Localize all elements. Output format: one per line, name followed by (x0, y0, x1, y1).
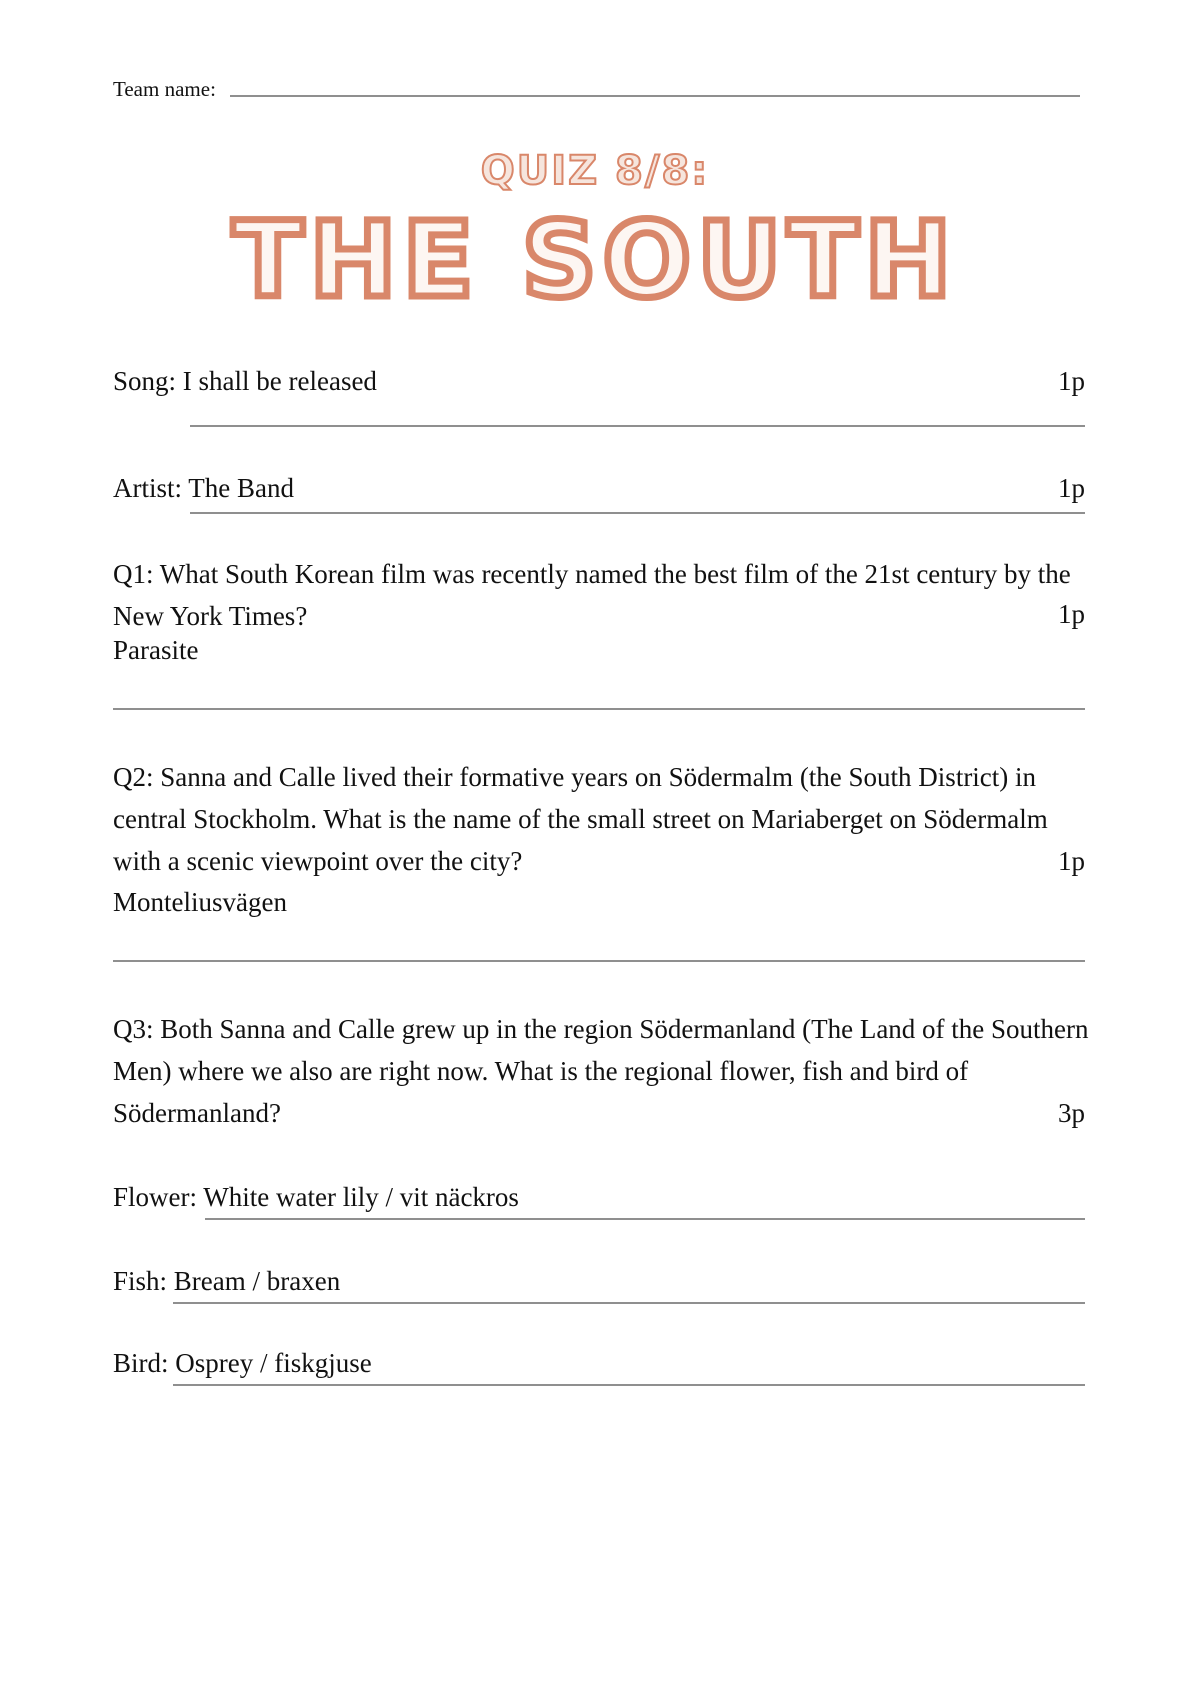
question-text-line: Q3: Both Sanna and Calle grew up in the region Södermanland (The Land of the Southern (113, 1014, 1089, 1044)
question-text-line: Men) where we also are right now. What is the regional flower, fish and bird of (113, 1056, 969, 1086)
song-answer: I shall be released (182, 366, 377, 396)
fish-label: Fish: (113, 1266, 168, 1296)
bird-answer: Osprey / fiskgjuse (175, 1348, 372, 1378)
song-label: Song: (113, 366, 177, 396)
team-name-label: Team name: (113, 77, 216, 101)
artist-answer-line[interactable] (190, 512, 1085, 514)
question-id: Q2: (113, 762, 154, 792)
question-1-answer-line[interactable] (113, 708, 1085, 710)
artist-row (113, 470, 294, 506)
bird-label: Bird: (113, 1348, 169, 1378)
bird-row (113, 1345, 372, 1381)
artist-points: 1p (1058, 473, 1085, 503)
question-1-answer: Parasite (113, 635, 199, 665)
quiz-title: THE SOUTH (232, 199, 958, 321)
flower-answer: White water lily / vit näckros (203, 1182, 519, 1212)
team-name-line[interactable] (230, 95, 1080, 97)
artist-answer: The Band (188, 473, 295, 503)
question-1-points: 1p (1058, 599, 1085, 629)
question-1 (113, 553, 1093, 637)
question-2-points: 1p (1058, 846, 1085, 876)
flower-answer-line[interactable] (205, 1218, 1085, 1220)
fish-answer-line[interactable] (173, 1302, 1085, 1304)
flower-row (113, 1179, 519, 1215)
question-text-line: central Stockholm. What is the name of the small street on Mariaberget on Södermalm (113, 804, 1048, 834)
question-id: Q3: (113, 1014, 154, 1044)
fish-row (113, 1263, 340, 1299)
question-text-line: Q1: What South Korean film was recently named the best film of the 21st century by the (113, 559, 1071, 589)
question-id: Q1: (113, 559, 154, 589)
question-3 (113, 1008, 1093, 1134)
question-text-line: Södermanland? (113, 1098, 281, 1128)
fish-answer: Bream / braxen (173, 1266, 341, 1296)
question-2 (113, 756, 1093, 882)
song-points: 1p (1058, 366, 1085, 396)
bird-answer-line[interactable] (173, 1384, 1085, 1386)
artist-label: Artist: (113, 473, 183, 503)
quiz-number: QUIZ 8/8: (480, 148, 710, 194)
question-2-answer: Monteliusvägen (113, 887, 287, 917)
question-3-points: 3p (1058, 1098, 1085, 1128)
flower-label: Flower: (113, 1182, 197, 1212)
question-text-line: Q2: Sanna and Calle lived their formative years on Södermalm (the South District) in (113, 762, 1037, 792)
song-row (113, 363, 377, 399)
question-2-answer-line[interactable] (113, 960, 1085, 962)
question-text-line: with a scenic viewpoint over the city? (113, 846, 523, 876)
question-text-line: New York Times? (113, 601, 308, 631)
song-answer-line[interactable] (190, 425, 1085, 427)
